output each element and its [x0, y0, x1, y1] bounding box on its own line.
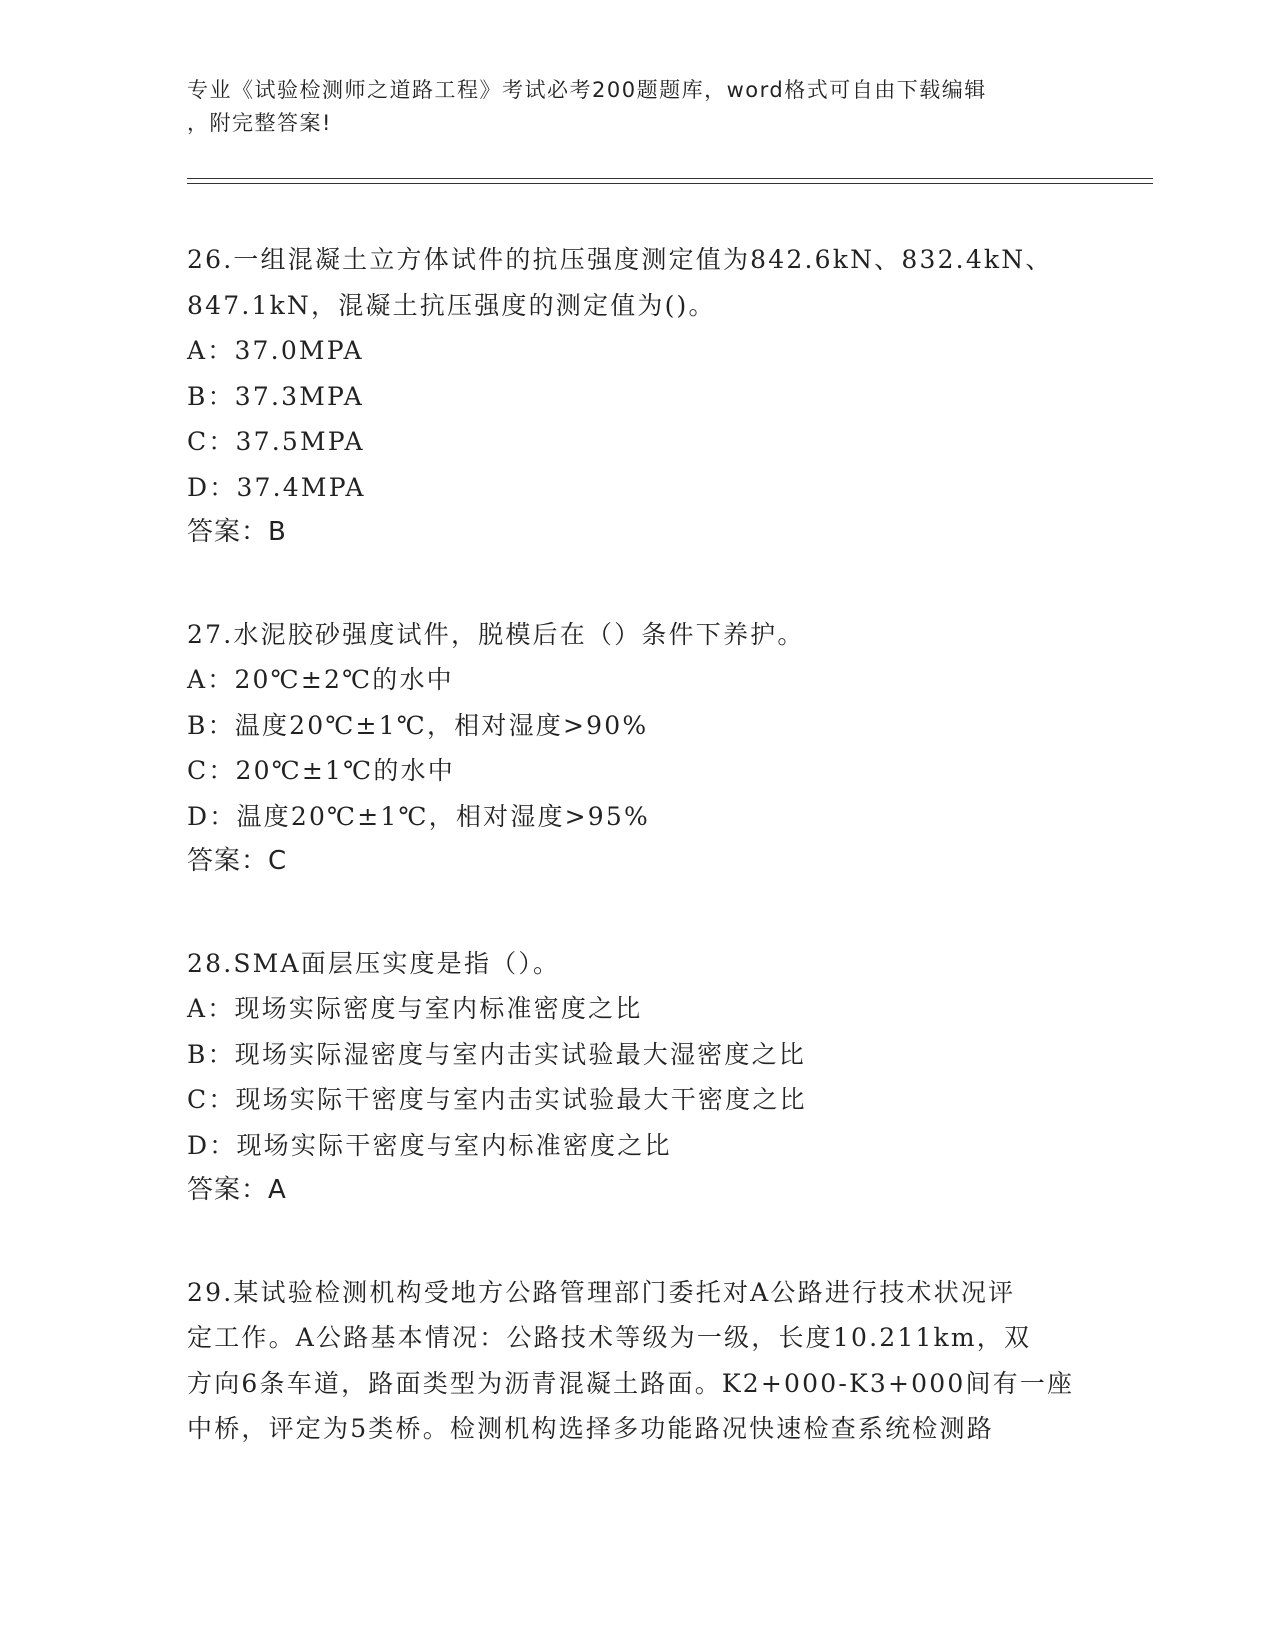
- question-27: [187, 612, 1087, 885]
- question-29: [187, 1270, 1087, 1452]
- question-stem-line: 28.SMA面层压实度是指（）。: [187, 948, 561, 978]
- option-d: D：温度20℃±1℃，相对湿度>95%: [187, 801, 650, 831]
- answer-label: 答案：C: [187, 846, 288, 876]
- question-28: [187, 941, 1087, 1214]
- option-b: B：温度20℃±1℃，相对湿度>90%: [187, 710, 649, 740]
- document-header: [187, 74, 1077, 140]
- question-stem-line: 27.水泥胶砂强度试件，脱模后在（）条件下养护。: [187, 619, 805, 649]
- option-b: B：37.3MPA: [187, 381, 365, 411]
- question-stem-line: 847.1kN，混凝土抗压强度的测定值为()。: [187, 290, 716, 320]
- option-d: D：37.4MPA: [187, 472, 366, 502]
- option-a: A：37.0MPA: [187, 336, 364, 365]
- option-a: A：现场实际密度与室内标准密度之比: [187, 994, 643, 1023]
- option-a: A：20℃±2℃的水中: [187, 665, 454, 694]
- header-divider-bottom: [187, 183, 1153, 184]
- option-c: C：现场实际干密度与室内击实试验最大干密度之比: [187, 1085, 807, 1114]
- question-stem-line: 29.某试验检测机构受地方公路管理部门委托对A公路进行技术状况评: [187, 1277, 1016, 1307]
- answer-label: 答案：B: [187, 517, 287, 547]
- question-stem-line: 方向6条车道，路面类型为沥青混凝土路面。K2+000-K3+000间有一座: [187, 1368, 1075, 1398]
- question-stem-line: 定工作。A公路基本情况：公路技术等级为一级，长度10.211km，双: [187, 1323, 1032, 1352]
- question-26: [187, 237, 1087, 556]
- header-divider-top: [187, 178, 1153, 179]
- option-b: B：现场实际湿密度与室内击实试验最大湿密度之比: [187, 1039, 806, 1069]
- option-c: C：37.5MPA: [187, 427, 365, 456]
- option-d: D：现场实际干密度与室内标准密度之比: [187, 1130, 672, 1160]
- question-stem-line: 26.一组混凝土立方体试件的抗压强度测定值为842.6kN、832.4kN、: [187, 245, 1053, 274]
- question-list: [187, 237, 1087, 1508]
- question-stem-line: 中桥，评定为5类桥。检测机构选择多功能路况快速检查系统检测路: [187, 1414, 994, 1443]
- header-line-2: ，附完整答案!: [187, 111, 332, 135]
- option-c: C：20℃±1℃的水中: [187, 756, 455, 785]
- header-line-1: 专业《试验检测师之道路工程》考试必考200题题库，word格式可自由下载编辑: [187, 78, 987, 102]
- answer-label: 答案：A: [187, 1175, 287, 1205]
